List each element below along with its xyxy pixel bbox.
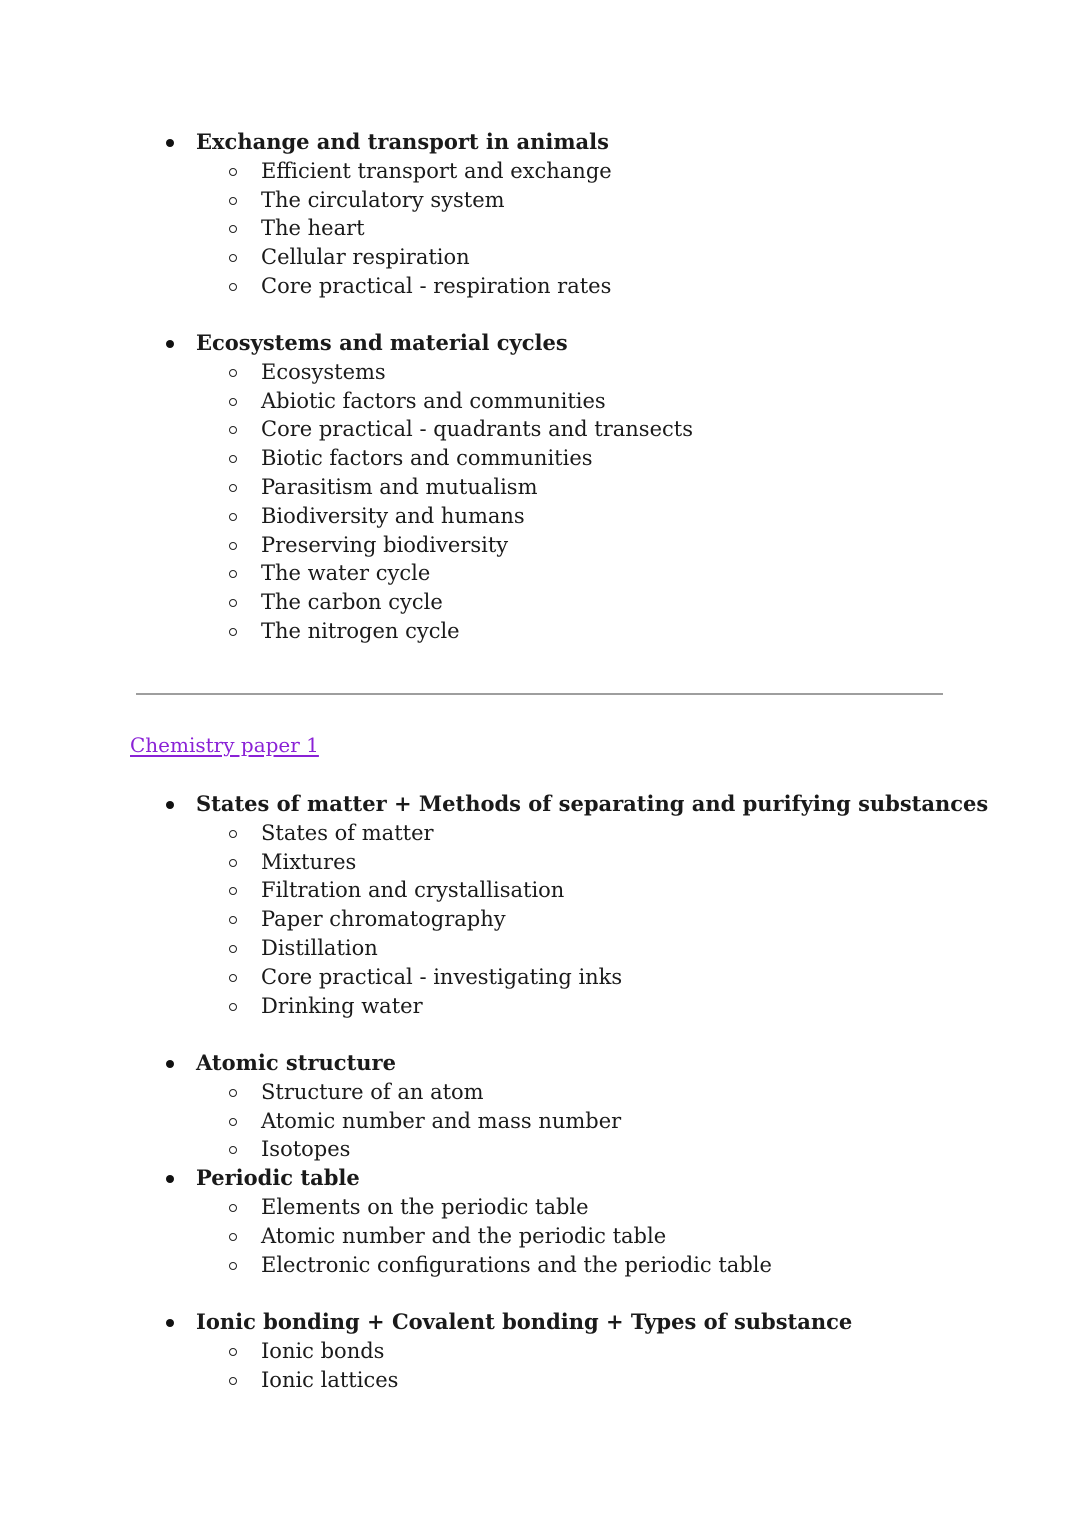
hollow-bullet-icon bbox=[229, 887, 237, 895]
topic-title: Ionic bonding + Covalent bonding + Types of substance bbox=[196, 1309, 853, 1334]
list-item bbox=[160, 876, 988, 905]
list-item bbox=[160, 1107, 772, 1136]
list-item bbox=[160, 1135, 772, 1164]
list-item bbox=[160, 559, 693, 588]
hollow-bullet-icon bbox=[229, 1262, 237, 1270]
topic-atomic-structure bbox=[160, 1049, 772, 1279]
hollow-bullet-icon bbox=[229, 570, 237, 578]
list-item bbox=[160, 934, 988, 963]
list-item-text: States of matter bbox=[261, 820, 434, 845]
topic-exchange-transport bbox=[160, 128, 612, 301]
list-item bbox=[160, 1078, 772, 1107]
topic-title: Exchange and transport in animals bbox=[196, 129, 609, 154]
hollow-bullet-icon bbox=[229, 455, 237, 463]
topic-title: Ecosystems and material cycles bbox=[196, 330, 568, 355]
hollow-bullet-icon bbox=[229, 426, 237, 434]
list-item-text: Ionic bonds bbox=[261, 1338, 385, 1363]
list-item bbox=[160, 214, 612, 243]
list-item-text: The heart bbox=[261, 216, 365, 241]
list-item bbox=[160, 502, 693, 531]
list-item-text: Cellular respiration bbox=[261, 245, 470, 270]
list-item bbox=[160, 358, 693, 387]
list-item-text: Electronic configurations and the periodic table bbox=[261, 1252, 772, 1277]
hollow-bullet-icon bbox=[229, 1118, 237, 1126]
list-item bbox=[160, 848, 988, 877]
topic-heading bbox=[160, 790, 988, 819]
hollow-bullet-icon bbox=[229, 1146, 237, 1154]
topic-heading bbox=[160, 1308, 852, 1337]
list-item-text: Core practical - quadrants and transects bbox=[261, 417, 693, 442]
hollow-bullet-icon bbox=[229, 513, 237, 521]
list-item bbox=[160, 963, 988, 992]
hollow-bullet-icon bbox=[229, 197, 237, 205]
list-item-text: Atomic number and the periodic table bbox=[261, 1223, 667, 1248]
list-item bbox=[160, 1337, 852, 1366]
hollow-bullet-icon bbox=[229, 369, 237, 377]
hollow-bullet-icon bbox=[229, 484, 237, 492]
hollow-bullet-icon bbox=[229, 628, 237, 636]
list-item bbox=[160, 905, 988, 934]
list-item bbox=[160, 819, 988, 848]
topic-heading bbox=[160, 1164, 772, 1193]
hollow-bullet-icon bbox=[229, 1089, 237, 1097]
list-item-text: Paper chromatography bbox=[261, 907, 506, 932]
filled-bullet-icon bbox=[166, 1175, 174, 1183]
list-item-text: Core practical - respiration rates bbox=[261, 273, 612, 298]
chemistry-paper-link[interactable]: Chemistry paper 1 bbox=[130, 733, 319, 757]
list-item-text: Core practical - investigating inks bbox=[261, 964, 623, 989]
list-item-text: Mixtures bbox=[261, 849, 357, 874]
list-item bbox=[160, 387, 693, 416]
hollow-bullet-icon bbox=[229, 542, 237, 550]
list-item bbox=[160, 588, 693, 617]
topic-bonding bbox=[160, 1308, 852, 1394]
topic-heading bbox=[160, 329, 693, 358]
topic-ecosystems bbox=[160, 329, 693, 646]
filled-bullet-icon bbox=[166, 1060, 174, 1068]
topic-heading bbox=[160, 128, 612, 157]
hollow-bullet-icon bbox=[229, 1003, 237, 1011]
topic-title: Atomic structure bbox=[196, 1050, 396, 1075]
list-item bbox=[160, 186, 612, 215]
list-item bbox=[160, 1193, 772, 1222]
filled-bullet-icon bbox=[166, 340, 174, 348]
list-item-text: Preserving biodiversity bbox=[261, 532, 509, 557]
list-item-text: Isotopes bbox=[261, 1137, 351, 1162]
list-item bbox=[160, 157, 612, 186]
hollow-bullet-icon bbox=[229, 1233, 237, 1241]
topic-title: States of matter + Methods of separating and purifying substances bbox=[196, 791, 989, 816]
hollow-bullet-icon bbox=[229, 1348, 237, 1356]
hollow-bullet-icon bbox=[229, 945, 237, 953]
list-item bbox=[160, 1366, 852, 1395]
list-item-text: Biotic factors and communities bbox=[261, 446, 593, 471]
hollow-bullet-icon bbox=[229, 859, 237, 867]
list-item-text: Efficient transport and exchange bbox=[261, 158, 612, 183]
list-item-text: Drinking water bbox=[261, 993, 423, 1018]
list-item bbox=[160, 473, 693, 502]
list-item-text: Abiotic factors and communities bbox=[261, 388, 606, 413]
list-item-text: Ionic lattices bbox=[261, 1367, 399, 1392]
filled-bullet-icon bbox=[166, 1319, 174, 1327]
list-item-text: Parasitism and mutualism bbox=[261, 474, 538, 499]
topic-title: Periodic table bbox=[196, 1165, 360, 1191]
list-item bbox=[160, 992, 988, 1021]
list-item bbox=[160, 531, 693, 560]
filled-bullet-icon bbox=[166, 139, 174, 147]
hollow-bullet-icon bbox=[229, 830, 237, 838]
list-item-text: Ecosystems bbox=[261, 359, 386, 384]
list-item-text: Elements on the periodic table bbox=[261, 1194, 589, 1219]
filled-bullet-icon bbox=[166, 801, 174, 809]
list-item bbox=[160, 444, 693, 473]
list-item bbox=[160, 617, 693, 646]
hollow-bullet-icon bbox=[229, 1377, 237, 1385]
hollow-bullet-icon bbox=[229, 283, 237, 291]
list-item-text: The nitrogen cycle bbox=[261, 618, 460, 643]
list-item-text: Structure of an atom bbox=[261, 1079, 484, 1104]
hollow-bullet-icon bbox=[229, 254, 237, 262]
list-item-text: The carbon cycle bbox=[261, 590, 443, 615]
list-item bbox=[160, 1251, 772, 1280]
list-item bbox=[160, 415, 693, 444]
list-item bbox=[160, 243, 612, 272]
hollow-bullet-icon bbox=[229, 398, 237, 406]
list-item-text: Distillation bbox=[261, 935, 378, 960]
horizontal-divider bbox=[136, 693, 943, 695]
list-item-text: The water cycle bbox=[261, 561, 431, 586]
list-item-text: Atomic number and mass number bbox=[261, 1108, 622, 1133]
list-item-text: Biodiversity and humans bbox=[261, 503, 525, 528]
list-item-text: Filtration and crystallisation bbox=[261, 878, 565, 903]
list-item bbox=[160, 272, 612, 301]
list-item-text: The circulatory system bbox=[261, 187, 505, 212]
hollow-bullet-icon bbox=[229, 916, 237, 924]
topic-states-of-matter bbox=[160, 790, 988, 1020]
list-item bbox=[160, 1222, 772, 1251]
hollow-bullet-icon bbox=[229, 599, 237, 607]
hollow-bullet-icon bbox=[229, 225, 237, 233]
hollow-bullet-icon bbox=[229, 168, 237, 176]
hollow-bullet-icon bbox=[229, 1204, 237, 1212]
topic-heading bbox=[160, 1049, 772, 1078]
hollow-bullet-icon bbox=[229, 974, 237, 982]
